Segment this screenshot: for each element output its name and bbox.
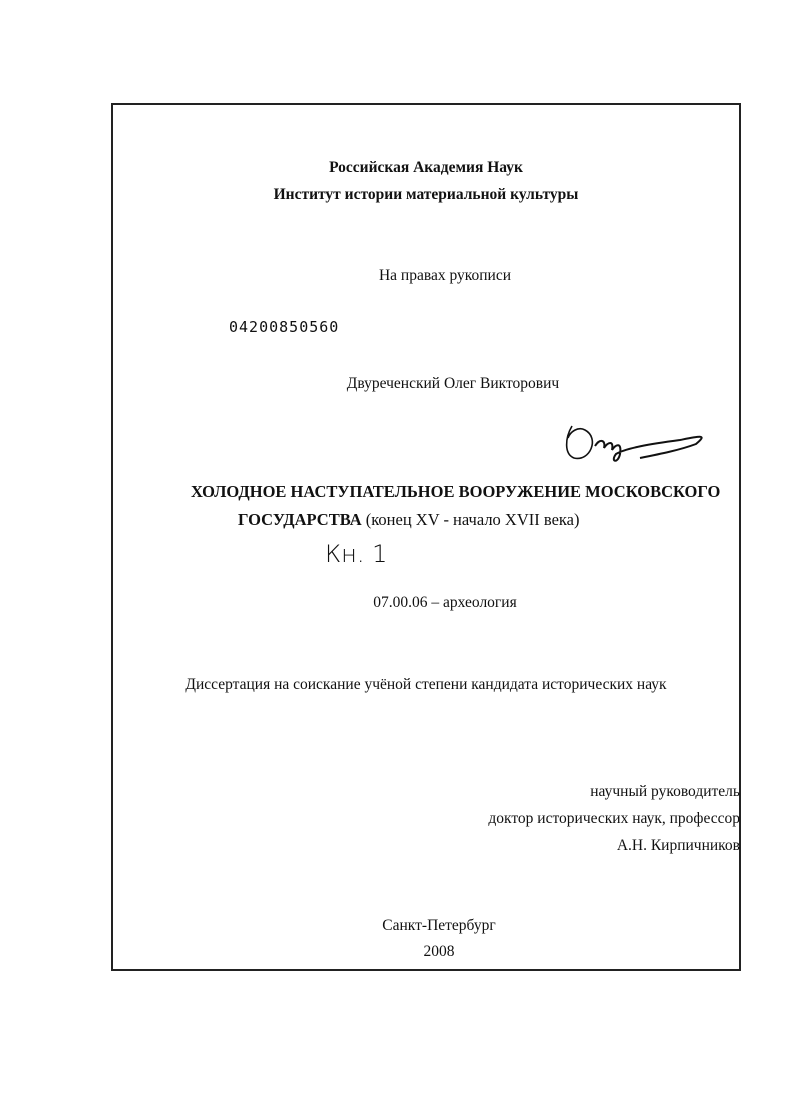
academy-name: Российская Академия Наук	[329, 159, 523, 176]
city: Санкт-Петербург	[382, 917, 496, 934]
supervisor-degree: доктор исторических наук, профессор	[488, 810, 740, 827]
handwritten-volume-note: Кн. 1	[325, 540, 388, 568]
specialty: 07.00.06 – археология	[373, 594, 517, 611]
supervisor-name: А.Н. Кирпичников	[616, 837, 740, 854]
title-line-1: ХОЛОДНОЕ НАСТУПАТЕЛЬНОЕ ВООРУЖЕНИЕ МОСКОВСКОГО	[191, 482, 721, 501]
signature	[560, 418, 710, 468]
title-state: ГОСУДАРСТВА	[238, 510, 362, 529]
catalog-number: 04200850560	[229, 318, 340, 336]
year: 2008	[423, 943, 455, 960]
manuscript-note: На правах рукописи	[378, 267, 512, 284]
institute-name: Институт истории материальной культуры	[273, 186, 579, 203]
title-period: (конец XV - начало XVII века)	[361, 510, 580, 529]
title-line-2	[238, 510, 579, 530]
supervisor-role: научный руководитель	[590, 783, 740, 800]
author-name: Двуреченский Олег Викторович	[346, 375, 560, 392]
dissertation-type: Диссертация на соискание учёной степени кандидата исторических наук	[185, 676, 667, 693]
